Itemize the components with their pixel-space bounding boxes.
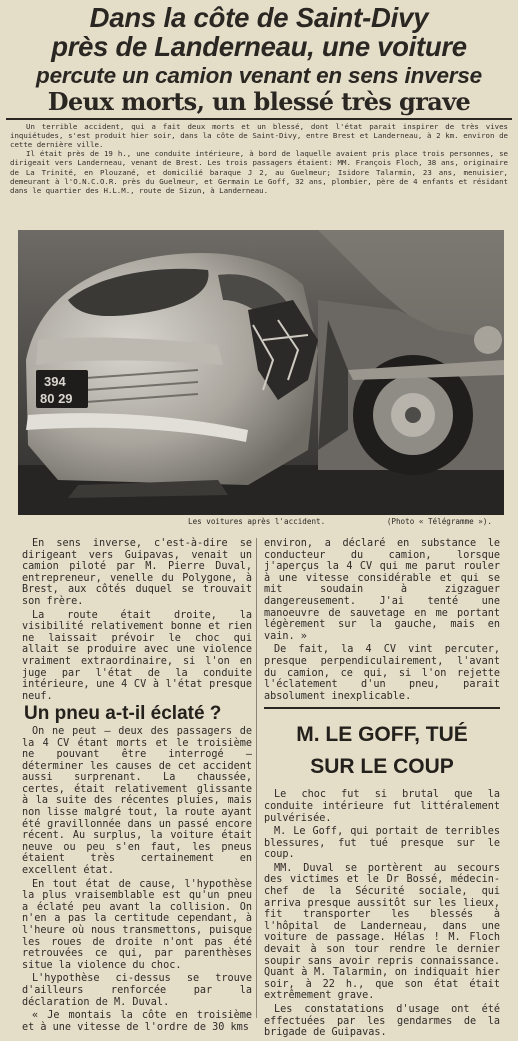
intro-paragraphs — [10, 122, 508, 196]
intro-paragraph-1: Un terrible accident, qui a fait deux morts et un blessé, dont l'état parait inspirer de très vives inquiétudes, s'est produit hier soir, dans la côte de Saint-Divy, entre Brest et Landerneau, à 2 km. environ de cette dernière ville. — [10, 121, 508, 149]
column-separator — [256, 538, 257, 1018]
left-paragraph-3: On ne peut — deux des passagers de la 4 CV étant morts et le troisième ne pouvant être interrogé — déterminer les causes de cet accident aussi surprenant. La chaussée, certes, était relativement glissante à la suite des récentes pluies, mais non lisse malgré tout, la route ayant été gravillonnée dans un passé encore récent. Au surplus, la voiture était neuve ou peu s'en faut, les pneus étaient très certainement en excellent état. — [22, 725, 252, 877]
right-paragraph-5: MM. Duval se portèrent au secours des victimes et le Dr Bossé, médecin-chef de la Sécurité sociale, qui arriva presque aussitôt sur les lieux, fit transporter les blessés à l'hôpital de Landerneau, dans une voiture de passage. Hélas ! M. Floch devait à son tour rendre le dernier soupir sans avoir repris connaissance. Quant à M. Talarmin, on indiquait hier soir, à 22 h., que son état était extrêmement grave. — [264, 862, 500, 1002]
right-paragraph-3: Le choc fut si brutal que la conduite intérieure fut littéralement pulvérisée. — [264, 789, 500, 824]
headline-line-2: près de Landerneau, une voiture — [51, 30, 467, 62]
headline-rule — [6, 118, 512, 120]
right-column — [264, 538, 500, 1041]
plate-number-bottom: 80 29 — [40, 391, 73, 406]
left-paragraph-5: L'hypothèse ci-dessus se trouve d'ailleurs renforcée par la déclaration de M. Duval. — [22, 973, 252, 1008]
left-paragraph-4: En tout état de cause, l'hypothèse la plus vraisemblable est qu'un pneu a éclaté peu avant la collision. On n'en a pas la certitude cependant, à l'heure où nous transmettons, puisque les roues de droite n'ont pas été retrouvées ce qui, par parenthèses situe la violence du choc. — [22, 878, 252, 971]
headline-line-3: percute un camion venant en sens inverse — [36, 62, 482, 88]
photo-credit: (Photo « Télégramme »). — [386, 517, 492, 526]
right-paragraph-6: Les constatations d'usage ont été effectuées par les gendarmes de la brigade de Guipavas. — [264, 1004, 500, 1039]
headline-line-4: Deux morts, un blessé très grave — [47, 87, 471, 117]
photo-caption — [18, 517, 504, 526]
right-paragraph-4: M. Le Goff, qui portait de terribles blessures, fut tué presque sur le coup. — [264, 826, 500, 861]
subheading-pneu: Un pneu a-t-il éclaté ? — [24, 703, 222, 725]
left-paragraph-6: « Je montais la côte en troisième et à une vitesse de l'ordre de 30 kms — [22, 1010, 252, 1033]
left-column — [22, 538, 252, 1035]
right-paragraph-2: De fait, la 4 CV vint percuter, presque perpendiculairement, l'avant du camion, ce qui, si l'on rejette l'éclatement d'un pneu, parait absolument inexplicable. — [264, 644, 500, 702]
box-heading-line-2: SUR LE COUP — [310, 755, 454, 779]
headline-line-1: Dans la côte de Saint-Divy — [89, 2, 429, 33]
intro-paragraph-2: Il était près de 19 h., une conduite intérieure, à bord de laquelle avaient pris place trois personnes, se dirigeait vers Landerneau, venant de Brest. Les trois passagers étaient: MM. François Floch, 38 ans, originaire de La Trinité, en Plouzané, et domicilié baraque J 2, au Guelmeur; Isidore Talarmin, 23 ans, menuisier, demeurant à l'O.N.C.O.R. près du Guelmeur, et Germain Le Goff, 32 ans, plombier, père de 4 enfants et résidant dans le quartier des H.L.M., route de Sizun, à Landerneau. — [10, 149, 508, 195]
plate-number-top: 394 — [44, 374, 66, 389]
wrecked-car-image — [18, 230, 504, 515]
accident-photo — [18, 230, 504, 515]
right-paragraph-1: environ, a déclaré en substance le conducteur du camion, lorsque j'aperçus la 4 CV qui me parut rouler à une vitesse considérable et qui se mit soudain à zigzaguer dangereusement. J'ai tenté une manoeuvre de sauvetage en me portant légèrement sur la gauche, mais en vain. » — [264, 538, 500, 642]
box-heading — [264, 707, 500, 783]
box-heading-line-1: M. LE GOFF, TUÉ — [296, 723, 468, 747]
photo-caption-text: Les voitures après l'accident. — [188, 517, 326, 526]
left-paragraph-2: La route était droite, la visibilité relativement bonne et rien ne laissait prévoir le choc qui allait se produire avec une violence vraiment extraordinaire, si l'on en juge par l'état de la conduite intérieure, une 4 CV à l'état presque neuf. — [22, 609, 252, 702]
left-paragraph-1: En sens inverse, c'est-à-dire se dirigeant vers Guipavas, venait un camion piloté par M. Pierre Duval, entrepreneur, venelle du Polygone, à Brest, aux côtés duquel se trouvait son frère. — [22, 538, 252, 607]
